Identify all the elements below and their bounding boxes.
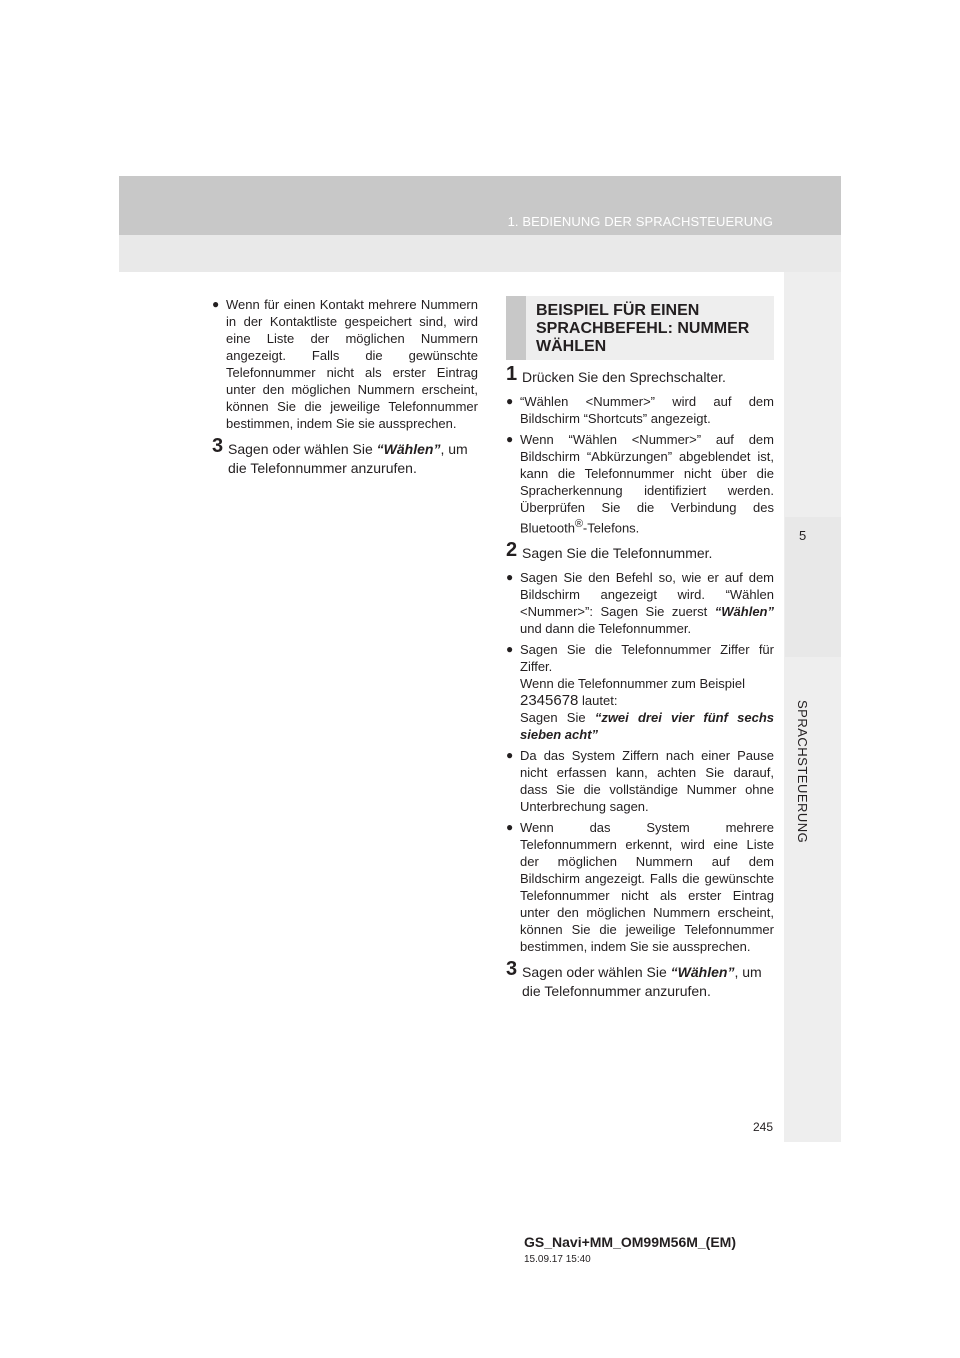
command-text: “Wählen” — [714, 604, 774, 620]
right-column — [506, 296, 774, 1007]
bullet-text-example: Wenn die Telefonnummer zum Beispiel — [520, 676, 745, 692]
bullet-icon: ● — [506, 642, 514, 657]
list-item — [506, 569, 774, 637]
list-item — [506, 747, 774, 815]
list-item — [506, 393, 774, 427]
chapter-title: 1. BEDIENUNG DER SPRACHSTEUERUNG — [507, 214, 773, 229]
step-text-end: , um die Telefonnummer anzurufen. — [522, 964, 762, 1000]
bullet-text: Sagen Sie den Befehl so, wie er auf dem Bildschirm angezeigt wird. “Wählen <Nummer>”: Sagen Sie zuerst — [520, 570, 774, 620]
chapter-number: 5 — [799, 528, 807, 543]
step-text: Sagen Sie die Telefonnummer. — [522, 545, 713, 562]
bullet-text-end: und dann die Telefonnummer. — [520, 621, 692, 637]
step-number: 1 — [506, 363, 518, 385]
bullet-text: Da das System Ziffern nach einer Pause nicht erfassen kann, achten Sie darauf, dass Sie die vollständige Nummer ohne Unterbrechung sagen. — [520, 748, 774, 815]
bullet-text-say: Sagen Sie — [520, 710, 595, 726]
bullet-icon: ● — [506, 570, 514, 585]
step-text: Sagen oder wählen Sie — [228, 441, 377, 457]
print-date: 15.09.17 15:40 — [524, 1254, 591, 1265]
side-tab-number-box — [785, 517, 841, 657]
section-heading: BEISPIEL FÜR EINEN SPRACHBEFEHL: NUMMER WÄHLEN — [536, 302, 750, 355]
command-text: “zwei drei vier fünf sechs sieben acht” — [520, 710, 774, 743]
step-text: Drücken Sie den Sprechschalter. — [522, 369, 726, 385]
step-text: Sagen oder wählen Sie — [522, 964, 671, 981]
bullet-icon: ● — [506, 820, 514, 835]
bullet-text: “Wählen <Nummer>” wird auf dem Bildschirm “Shortcuts” angezeigt. — [520, 394, 774, 426]
step-number: 3 — [506, 958, 518, 981]
step-3 — [506, 958, 774, 1001]
section-heading-bar — [506, 296, 526, 360]
bullet-icon: ● — [506, 432, 514, 446]
page-number: 245 — [752, 1120, 773, 1134]
bullet-icon: ● — [506, 394, 514, 408]
bullet-text: Wenn für einen Kontakt mehrere Nummern in der Kontaktliste gespeichert sind, wird eine Liste der möglichen Nummern angezeigt. Falls die gewünschte Telefonnummer nicht als erster Eintrag unter den möglichen Nummern erscheint, können Sie die jeweilige Telefonnummer bestimmen, indem Sie sie aussprechen. — [226, 297, 478, 431]
header-band — [119, 176, 841, 272]
chapter-label: SPRACHSTEUERUNG — [795, 700, 810, 844]
list-item — [506, 431, 774, 536]
list-item — [506, 641, 774, 743]
registered-mark: ® — [574, 518, 583, 530]
left-column — [212, 296, 478, 484]
step-number: 3 — [212, 435, 224, 457]
bullet-icon: ● — [506, 748, 514, 763]
header-top-bar — [119, 176, 841, 235]
bullet-text: Sagen Sie die Telefonnummer Ziffer für Ziffer. — [520, 642, 774, 675]
side-tab — [784, 272, 841, 1142]
example-number: 2345678 — [520, 692, 579, 710]
command-text: “Wählen” — [376, 441, 441, 457]
bullet-text-end: -Telefons. — [582, 520, 640, 536]
bullet-text-colon: lautet: — [578, 693, 618, 709]
document-code: GS_Navi+MM_OM99M56M_(EM) — [524, 1234, 737, 1250]
bullet-icon: ● — [212, 297, 220, 311]
step-number: 2 — [506, 539, 518, 562]
command-text: “Wählen” — [670, 964, 735, 981]
step-2 — [506, 539, 774, 563]
step-text-end: , um die Telefonnummer anzurufen. — [228, 441, 468, 476]
bullet-text: Wenn “Wählen <Nummer>” auf dem Bildschirm “Abkürzungen” abgeblendet ist, kann die Telefonnummer nicht über die Spracherkennung identifiziert werden. Überprüfen Sie die Verbindung des Bluetooth — [520, 432, 774, 536]
list-item — [212, 296, 478, 432]
step-1 — [506, 363, 774, 387]
list-item — [506, 819, 774, 955]
step-3 — [212, 435, 478, 478]
section-heading-box — [506, 296, 774, 360]
bullet-text: Wenn das System mehrere Telefonnummern erkennt, wird eine Liste der möglichen Nummern auf dem Bildschirm angezeigt. Falls die gewünschte Telefonnummer nicht als erster Eintrag unter den möglichen Nummern erscheint, können Sie die jeweilige Telefonnummer bestimmen, indem Sie sie aussprechen. — [520, 820, 774, 955]
